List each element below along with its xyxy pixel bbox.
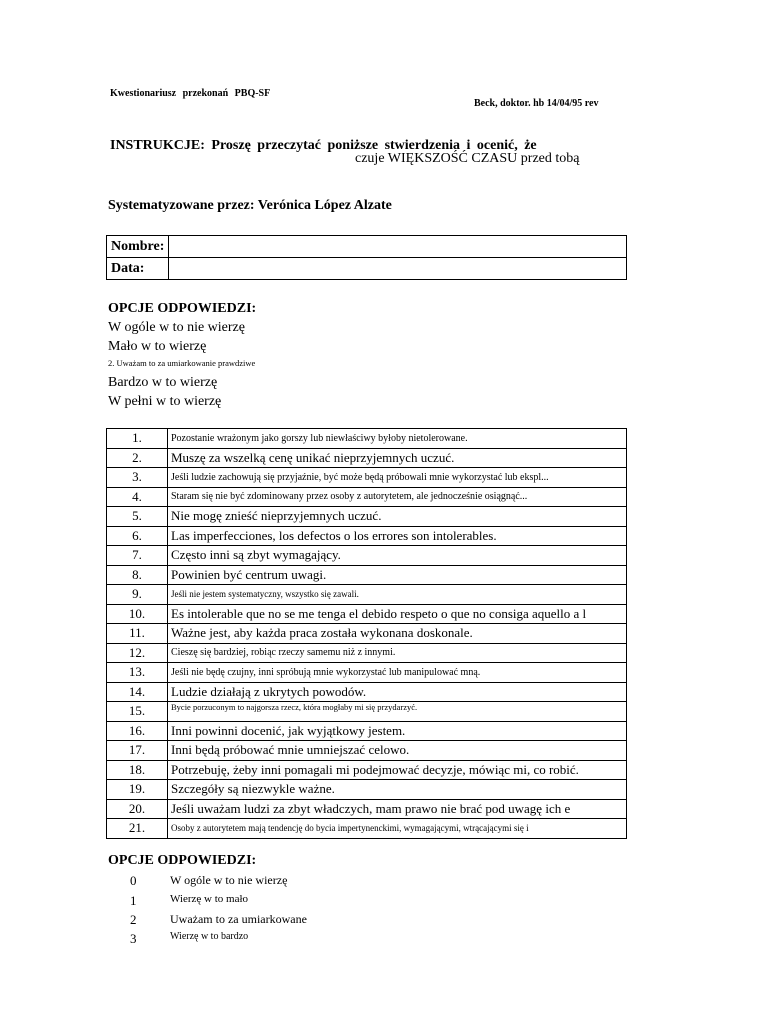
item-statement: Es intolerable que no se me tenga el debido respeto o que no consiga aquello a l [168, 604, 627, 624]
item-statement: Ludzie działają z ukrytych powodów. [168, 682, 627, 702]
table-row [107, 702, 627, 722]
respondent-info-table [106, 235, 627, 280]
table-row [107, 526, 627, 546]
item-number: 7. [107, 546, 168, 566]
systematized-by: Systematyzowane przez: Verónica López Alzate [108, 198, 392, 213]
table-row [107, 487, 627, 507]
item-statement: Cieszę się bardziej, robiąc rzeczy samemu niż z innymi. [168, 643, 627, 663]
table-row [107, 468, 627, 488]
table-row [107, 565, 627, 585]
item-number: 16. [107, 721, 168, 741]
table-row [107, 429, 627, 449]
item-statement: Powinien być centrum uwagi. [168, 565, 627, 585]
list-item [0, 873, 768, 891]
item-statement: Często inni są zbyt wymagający. [168, 546, 627, 566]
item-statement: Jeśli nie jestem systematyczny, wszystko się zawali. [168, 585, 627, 605]
item-number: 9. [107, 585, 168, 605]
instructions-line-2: czuje WIĘKSZOŚĆ CZASU przed tobą [355, 151, 580, 166]
item-statement: Osoby z autorytetem mają tendencję do bycia impertynenckimi, wymagającymi, wtrącającymi się i [168, 819, 627, 839]
item-statement: Staram się nie być zdominowany przez osoby z autorytetem, ale jednocześnie osiągnąć... [168, 487, 627, 507]
table-row [107, 663, 627, 683]
table-row [107, 721, 627, 741]
option-value: 2 [130, 912, 137, 927]
item-statement: Las imperfecciones, los defectos o los errores son intolerables. [168, 526, 627, 546]
item-statement: Inni będą próbować mnie umniejszać celowo. [168, 741, 627, 761]
item-number: 21. [107, 819, 168, 839]
response-option: Bardzo w to wierzę [108, 375, 218, 390]
table-row [107, 643, 627, 663]
questionnaire-items-table [106, 428, 627, 839]
date-row [107, 258, 627, 280]
instructions-line-1: INSTRUKCJE: Proszę przeczytać poniższe stwierdzenia i ocenić, że [110, 138, 537, 153]
item-number: 4. [107, 487, 168, 507]
item-statement: Ważne jest, aby każda praca została wykonana doskonale. [168, 624, 627, 644]
item-statement: Muszę za wszelką cenę unikać nieprzyjemnych uczuć. [168, 448, 627, 468]
table-row [107, 624, 627, 644]
list-item [0, 893, 768, 911]
item-statement: Jeśli nie będę czujny, inni spróbują mnie wykorzystać lub manipulować mną. [168, 663, 627, 683]
option-value: 1 [130, 893, 137, 908]
name-field[interactable] [169, 236, 627, 258]
item-number: 2. [107, 448, 168, 468]
item-number: 10. [107, 604, 168, 624]
table-row [107, 507, 627, 527]
item-number: 19. [107, 780, 168, 800]
document-title: Kwestionariusz przekonań PBQ-SF [110, 88, 271, 99]
response-option: Mało w to wierzę [108, 339, 207, 354]
option-label: Wierzę w to bardzo [170, 931, 249, 942]
table-row [107, 799, 627, 819]
item-statement: Inni powinni docenić, jak wyjątkowy jestem. [168, 721, 627, 741]
table-row [107, 760, 627, 780]
option-label: W ogóle w to nie wierzę [170, 873, 288, 887]
table-row [107, 604, 627, 624]
table-row [107, 682, 627, 702]
item-statement: Jeśli uważam ludzi za zbyt władczych, mam prawo nie brać pod uwagę ich e [168, 799, 627, 819]
item-number: 14. [107, 682, 168, 702]
response-options-title-bottom: OPCJE ODPOWIEDZI: [108, 853, 257, 868]
list-item [0, 931, 768, 949]
table-row [107, 448, 627, 468]
option-value: 0 [130, 873, 137, 888]
item-number: 17. [107, 741, 168, 761]
item-number: 11. [107, 624, 168, 644]
item-statement: Pozostanie wrażonym jako gorszy lub niewłaściwy byłoby nietolerowane. [168, 429, 627, 449]
response-options-title: OPCJE ODPOWIEDZI: [108, 301, 257, 316]
item-number: 15. [107, 702, 168, 722]
item-number: 18. [107, 760, 168, 780]
name-label: Nombre: [107, 236, 169, 258]
item-number: 12. [107, 643, 168, 663]
table-row [107, 741, 627, 761]
item-statement: Szczegóły są niezwykle ważne. [168, 780, 627, 800]
item-number: 5. [107, 507, 168, 527]
item-statement: Nie mogę znieść nieprzyjemnych uczuć. [168, 507, 627, 527]
name-row [107, 236, 627, 258]
item-statement: Potrzebuję, żeby inni pomagali mi podejmować decyzje, mówiąc mi, co robić. [168, 760, 627, 780]
table-row [107, 780, 627, 800]
response-option: W ogóle w to nie wierzę [108, 320, 245, 335]
item-number: 3. [107, 468, 168, 488]
author-reference: Beck, doktor. hb 14/04/95 rev [474, 98, 599, 109]
table-row [107, 819, 627, 839]
item-number: 1. [107, 429, 168, 449]
item-number: 20. [107, 799, 168, 819]
date-label: Data: [107, 258, 169, 280]
option-value: 3 [130, 931, 137, 946]
table-row [107, 585, 627, 605]
item-number: 13. [107, 663, 168, 683]
item-number: 6. [107, 526, 168, 546]
table-row [107, 546, 627, 566]
option-label: Uważam to za umiarkowane [170, 912, 307, 926]
response-option: W pełni w to wierzę [108, 394, 222, 409]
date-field[interactable] [169, 258, 627, 280]
item-number: 8. [107, 565, 168, 585]
response-option: 2. Uważam to za umiarkowanie prawdziwe [108, 358, 256, 368]
list-item [0, 912, 768, 930]
option-label: Wierzę w to mało [170, 893, 249, 905]
item-statement: Jeśli ludzie zachowują się przyjaźnie, być może będą próbowali mnie wykorzystać lub ekspl... [168, 468, 627, 488]
item-statement: Bycie porzuconym to najgorsza rzecz, która mogłaby mi się przydarzyć. [168, 702, 627, 722]
